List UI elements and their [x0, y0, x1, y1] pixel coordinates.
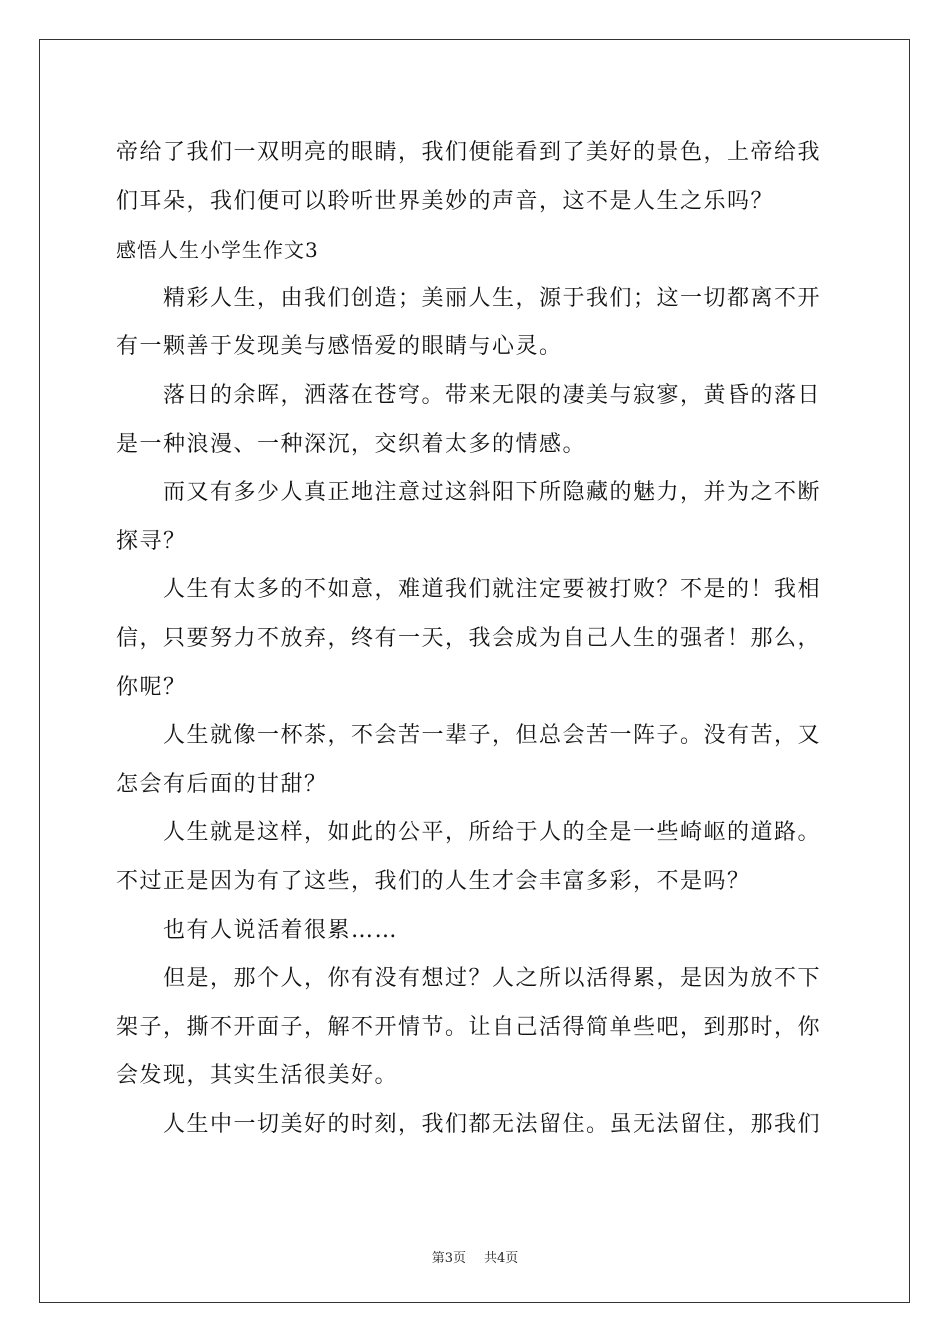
page-footer	[0, 1247, 950, 1266]
paragraph	[116, 372, 836, 469]
paragraph	[116, 809, 836, 906]
paragraph	[116, 1101, 836, 1150]
text-line: 落日的余晖，洒落在苍穹。带来无限的凄美与寂寥，黄昏的落日	[116, 382, 822, 408]
text-line: 人生就是这样，如此的公平，所给于人的全是一些崎岖的道路。	[116, 820, 822, 846]
text-line: 会发现，其实生活很美好。	[116, 1063, 399, 1089]
text-line: 人生就像一杯茶，不会苦一辈子，但总会苦一阵子。没有苦，又	[116, 723, 822, 749]
text-line: 们耳朵，我们便可以聆听世界美妙的声音，这不是人生之乐吗？	[116, 188, 775, 214]
text-line: 怎会有后面的甘甜？	[116, 771, 328, 797]
paragraph	[116, 712, 836, 809]
text-line: 精彩人生，由我们创造；美丽人生，源于我们；这一切都离不开	[116, 285, 822, 311]
heading-text: 感悟人生小学生作文3	[116, 238, 319, 263]
text-line: 人生中一切美好的时刻，我们都无法留住。虽无法留住，那我们	[116, 1111, 822, 1137]
paragraph	[116, 955, 836, 1101]
text-line: 有一颗善于发现美与感悟爱的眼睛与心灵。	[116, 334, 563, 360]
text-line: 人生有太多的不如意，难道我们就注定要被打败？不是的！我相	[116, 577, 822, 603]
paragraph	[116, 469, 836, 566]
paragraph	[116, 275, 836, 372]
text-line: 架子，撕不开面子，解不开情节。让自己活得简单些吧，到那时，你	[116, 1014, 822, 1040]
page-number: 第3页	[431, 1251, 466, 1266]
text-line: 但是，那个人，你有没有想过？人之所以活得累，是因为放不下	[116, 966, 822, 992]
paragraph	[116, 566, 836, 712]
section-heading	[116, 226, 836, 275]
text-line: 探寻？	[116, 528, 187, 554]
text-line: 不过正是因为有了这些，我们的人生才会丰富多彩，不是吗？	[116, 868, 751, 894]
text-line: 帝给了我们一双明亮的眼睛，我们便能看到了美好的景色，上帝给我	[116, 140, 822, 165]
paragraph	[116, 129, 836, 226]
text-line: 信，只要努力不放弃，终有一天，我会成为自己人生的强者！那么，	[116, 625, 822, 651]
text-line: 你呢？	[116, 674, 187, 700]
text-line: 也有人说活着很累……	[116, 917, 399, 943]
document-body	[116, 129, 836, 1149]
page-total: 共4页	[484, 1251, 519, 1266]
paragraph	[116, 907, 836, 956]
text-line: 是一种浪漫、一种深沉，交织着太多的情感。	[116, 431, 587, 457]
text-line: 而又有多少人真正地注意过这斜阳下所隐藏的魅力，并为之不断	[116, 480, 822, 506]
